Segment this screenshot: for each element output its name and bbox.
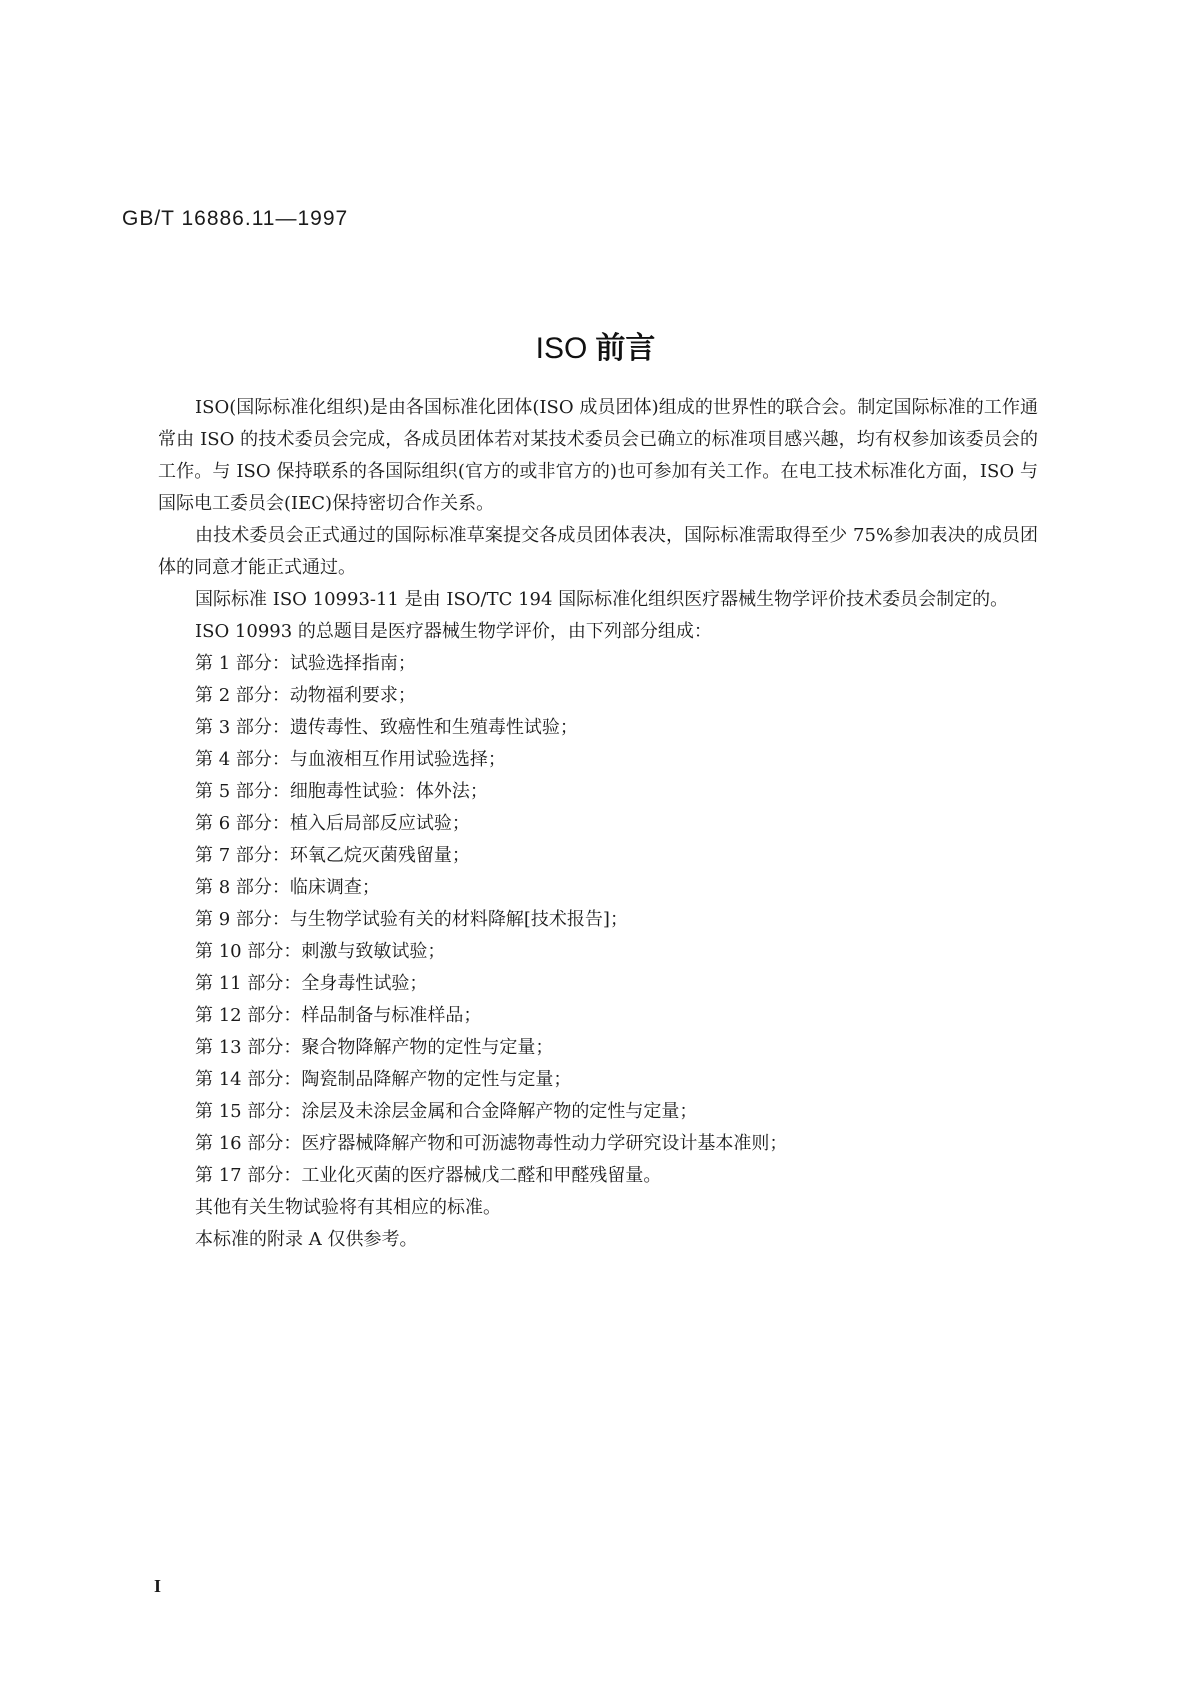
list-item: 第 3 部分：遗传毒性、致癌性和生殖毒性试验； xyxy=(195,717,578,738)
list-item: 第 8 部分：临床调查； xyxy=(195,877,380,898)
list-item: 第 9 部分：与生物学试验有关的材料降解[技术报告]； xyxy=(195,909,628,930)
paragraph-voting: 由技术委员会正式通过的国际标准草案提交各成员团体表决，国际标准需取得至少 75%参加表决的成员团体的同意才能正式通过。 xyxy=(158,525,1038,578)
page-number: I xyxy=(154,1576,162,1596)
list-item: 第 7 部分：环氧乙烷灭菌残留量； xyxy=(195,845,470,866)
list-item: 第 12 部分：样品制备与标准样品； xyxy=(195,1005,482,1026)
list-item: 第 1 部分：试验选择指南； xyxy=(195,653,416,674)
list-item: 第 17 部分：工业化灭菌的医疗器械戊二醛和甲醛残留量。 xyxy=(195,1165,662,1186)
document-body xyxy=(158,392,1038,1256)
title-latin: ISO xyxy=(535,332,588,365)
list-item: 第 5 部分：细胞毒性试验：体外法； xyxy=(195,781,488,802)
paragraph-standard-origin: 国际标准 ISO 10993-11 是由 ISO/TC 194 国际标准化组织医疗器械生物学评价技术委员会制定的。 xyxy=(195,589,1009,610)
page-title xyxy=(0,323,1191,367)
title-cjk: 前言 xyxy=(595,331,656,366)
list-item: 第 2 部分：动物福利要求； xyxy=(195,685,416,706)
document-id: GB/T 16886.11—1997 xyxy=(122,207,349,230)
list-item: 第 10 部分：刺激与致敏试验； xyxy=(195,941,446,962)
list-item: 第 6 部分：植入后局部反应试验； xyxy=(195,813,470,834)
list-item: 第 14 部分：陶瓷制品降解产物的定性与定量； xyxy=(195,1069,572,1090)
closing-other-standards: 其他有关生物试验将有其相应的标准。 xyxy=(195,1197,501,1218)
paragraph-iso-intro: ISO(国际标准化组织)是由各国标准化团体(ISO 成员团体)组成的世界性的联合会。制定国际标准的工作通常由 ISO 的技术委员会完成，各成员团体若对某技术委员会已确立的标准项目感兴趣，均有权参加该委员会的工作。与 ISO 保持联系的各国际组织(官方的或非官方的)也可参加有关工作。在电工技术标准化方面，ISO 与国际电工委员会(IEC)保持密切合作关系。 xyxy=(158,397,1038,514)
list-item: 第 11 部分：全身毒性试验； xyxy=(195,973,428,994)
list-item: 第 13 部分：聚合物降解产物的定性与定量； xyxy=(195,1037,554,1058)
series-intro: ISO 10993 的总题目是医疗器械生物学评价，由下列部分组成： xyxy=(195,621,712,642)
list-item: 第 4 部分：与血液相互作用试验选择； xyxy=(195,749,506,770)
list-item: 第 16 部分：医疗器械降解产物和可沥滤物毒性动力学研究设计基本准则； xyxy=(195,1133,788,1154)
list-item: 第 15 部分：涂层及未涂层金属和合金降解产物的定性与定量； xyxy=(195,1101,698,1122)
closing-annex-note: 本标准的附录 A 仅供参考。 xyxy=(195,1229,418,1250)
parts-list xyxy=(158,648,1038,1192)
